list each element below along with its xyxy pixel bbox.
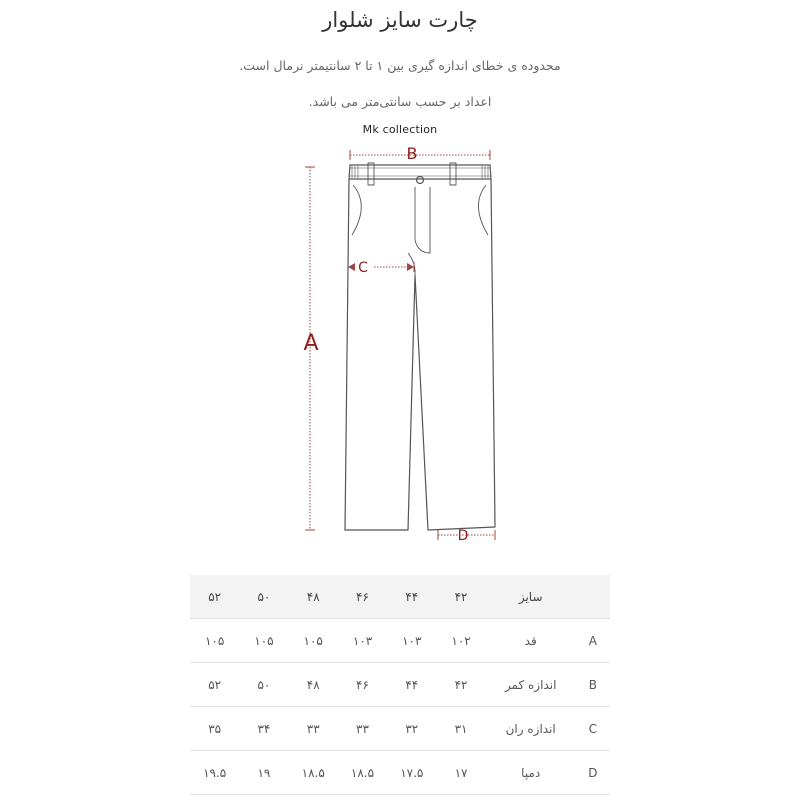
row-name: اندازه ران bbox=[486, 707, 576, 751]
cell-value: ۱۰۳ bbox=[338, 619, 387, 663]
belt-loop-left bbox=[368, 163, 374, 185]
size-col-42: ۴۲ bbox=[436, 575, 485, 619]
size-col-52: ۵۲ bbox=[190, 575, 239, 619]
row-letter: D bbox=[576, 751, 610, 795]
cell-value: ۴۶ bbox=[338, 663, 387, 707]
size-table bbox=[190, 575, 610, 795]
waist-button bbox=[417, 177, 424, 184]
measure-label-c: C bbox=[358, 260, 368, 276]
cell-value: ۳۳ bbox=[338, 707, 387, 751]
cell-value: ۳۲ bbox=[387, 707, 436, 751]
row-name: قد bbox=[486, 619, 576, 663]
page-title: چارت سایز شلوار bbox=[322, 8, 478, 32]
table-row bbox=[190, 707, 610, 751]
belt-loop-right bbox=[450, 163, 456, 185]
row-letter: C bbox=[576, 707, 610, 751]
cell-value: ۱۷ bbox=[436, 751, 485, 795]
cell-value: ۱۷.۵ bbox=[387, 751, 436, 795]
size-col-50: ۵۰ bbox=[239, 575, 288, 619]
cell-value: ۱۰۵ bbox=[190, 619, 239, 663]
pants-diagram bbox=[290, 135, 520, 545]
cell-value: ۳۱ bbox=[436, 707, 485, 751]
cell-value: ۵۲ bbox=[190, 663, 239, 707]
measure-label-d: D bbox=[457, 528, 469, 544]
pocket-left bbox=[352, 185, 361, 235]
cell-value: ۱۹ bbox=[239, 751, 288, 795]
table-header-row bbox=[190, 575, 610, 619]
cell-value: ۳۵ bbox=[190, 707, 239, 751]
table-row bbox=[190, 663, 610, 707]
table-row bbox=[190, 619, 610, 663]
cell-value: ۱۰۳ bbox=[387, 619, 436, 663]
size-col-46: ۴۶ bbox=[338, 575, 387, 619]
measure-label-b: B bbox=[406, 144, 418, 163]
pants-outline bbox=[345, 179, 495, 530]
cell-value: ۱۰۵ bbox=[239, 619, 288, 663]
cell-value: ۱۰۲ bbox=[436, 619, 485, 663]
size-col-48: ۴۸ bbox=[289, 575, 338, 619]
cell-value: ۴۸ bbox=[289, 663, 338, 707]
row-letter: B bbox=[576, 663, 610, 707]
letter-header bbox=[576, 575, 610, 619]
brand-label: Mk collection bbox=[362, 123, 438, 136]
cell-value: ۱۸.۵ bbox=[289, 751, 338, 795]
measurement-error-note: محدوده ی خطای اندازه گیری بین ۱ تا ۲ سانتیمتر نرمال است. bbox=[239, 58, 561, 73]
size-col-44: ۴۴ bbox=[387, 575, 436, 619]
cell-value: ۴۲ bbox=[436, 663, 485, 707]
cell-value: ۱۹.۵ bbox=[190, 751, 239, 795]
cell-value: ۱۰۵ bbox=[289, 619, 338, 663]
cell-value: ۳۴ bbox=[239, 707, 288, 751]
row-name: اندازه کمر bbox=[486, 663, 576, 707]
cell-value: ۱۸.۵ bbox=[338, 751, 387, 795]
table-row bbox=[190, 751, 610, 795]
fly bbox=[415, 187, 430, 253]
pocket-right bbox=[478, 185, 488, 235]
units-note: اعداد بر حسب سانتی‌متر می باشد. bbox=[308, 94, 492, 109]
size-header: سایز bbox=[486, 575, 576, 619]
row-name: دمپا bbox=[486, 751, 576, 795]
cell-value: ۴۴ bbox=[387, 663, 436, 707]
cell-value: ۳۳ bbox=[289, 707, 338, 751]
cell-value: ۵۰ bbox=[239, 663, 288, 707]
row-letter: A bbox=[576, 619, 610, 663]
measure-label-a: A bbox=[303, 331, 319, 356]
